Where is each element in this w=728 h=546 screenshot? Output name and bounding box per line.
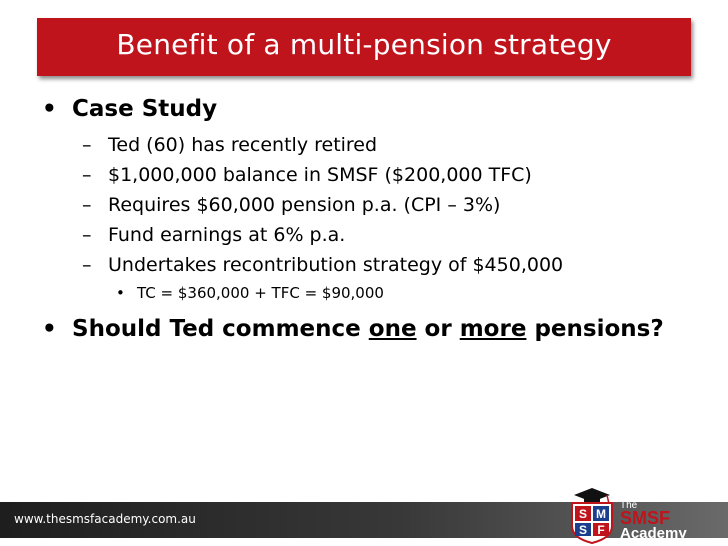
sub-bullet-text: Fund earnings at 6% p.a. xyxy=(108,224,346,246)
dash-icon: – xyxy=(82,164,92,186)
question-text-1: Should Ted commence xyxy=(72,316,369,342)
dash-icon: – xyxy=(82,194,92,216)
shield-letter-m: M xyxy=(596,507,606,521)
logo-shield-icon xyxy=(566,486,618,544)
question-emphasis-one: one xyxy=(368,316,417,342)
sub-bullet-text: Requires $60,000 pension p.a. (CPI – 3%) xyxy=(108,194,501,216)
slide-title: Benefit of a multi-pension strategy xyxy=(116,28,612,61)
sub-bullet-text: Undertakes recontribution strategy of $450,000 xyxy=(108,254,564,276)
sub-sub-bullet-text: TC = $360,000 + TFC = $90,000 xyxy=(137,284,384,302)
sub-bullet xyxy=(42,220,702,250)
sub-sub-bullet xyxy=(42,280,702,306)
bullet-case-study xyxy=(42,92,702,126)
logo-academy-text: Academy xyxy=(620,525,687,542)
logo-the-text: The xyxy=(620,500,638,511)
sub-bullet-text: $1,000,000 balance in SMSF ($200,000 TFC) xyxy=(108,164,532,186)
dash-icon: – xyxy=(82,134,92,156)
shield-letter-f: F xyxy=(597,523,605,537)
question-text-or: or xyxy=(416,316,460,342)
bullet-icon: • xyxy=(42,316,57,342)
footer-url: www.thesmsfacademy.com.au xyxy=(14,512,196,526)
sub-bullet xyxy=(42,160,702,190)
bullet-icon: • xyxy=(116,284,125,302)
bullet-question xyxy=(42,312,702,346)
shield-letter-s2: S xyxy=(578,523,588,537)
bullet-text: Case Study xyxy=(72,96,218,122)
question-text-2: pensions? xyxy=(526,316,664,342)
sub-bullet xyxy=(42,130,702,160)
question-emphasis-more: more xyxy=(459,316,527,342)
smsf-academy-logo xyxy=(566,486,716,544)
logo-smsf-text: SMSF xyxy=(620,508,671,528)
slide-title-bar xyxy=(37,18,691,76)
slide-content xyxy=(42,92,702,346)
dash-icon: – xyxy=(82,224,92,246)
sub-bullet-text: Ted (60) has recently retired xyxy=(108,134,378,156)
sub-bullet xyxy=(42,250,702,280)
shield-letter-s1: S xyxy=(578,507,588,521)
dash-icon: – xyxy=(82,254,92,276)
bullet-icon: • xyxy=(42,96,57,122)
sub-bullet xyxy=(42,190,702,220)
